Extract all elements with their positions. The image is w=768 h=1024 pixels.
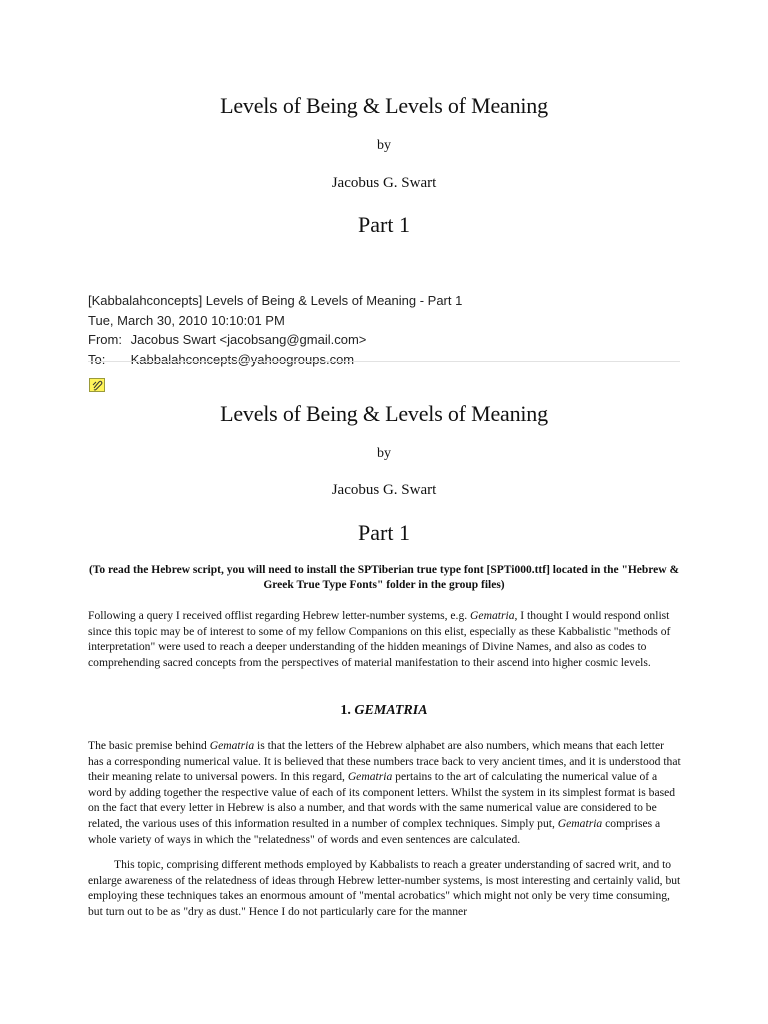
p2-text: This topic, comprising different methods employed by Kabbalists to reach a greater understanding of sacred writ, and to enlarge awareness of the relatedness of ideas through Hebrew letter-number systems, is most interesting and certainly valid, but employing these techniques takes an enormous amount of "mental acrobatics" which might not only be very time consuming, but turn out to be as "dry as dust." Hence I do not particularly care for the manner [88,858,681,918]
byline-top: by [377,138,391,153]
part-heading: Part 1 [358,520,410,545]
gematria-paragraph-1 [88,738,682,847]
p1-text-d: comprises a whole variety of ways in which the "relatedness" of words and even sentences are calculated. [88,816,661,846]
email-subject: [Kabbalahconcepts] Levels of Being & Levels of Meaning - Part 1 [88,293,463,308]
email-from-value[interactable]: Jacobus Swart <jacobsang@gmail.com> [130,332,367,347]
intro-text-b: , I thought I would respond onlist since this topic may be of interest to some of my fellow Companions on this elist, especially as these Kabbalistic "methods of interpretation" were used to reach a deeper understanding of the hidden meanings of Divine Names, and also as codes to comprehending sacred concepts from the perspectives of material manifestation to their ascend into higher cosmic levels. [88,609,671,669]
email-from-label: From: [88,332,122,347]
p1-emphasis-1: Gematria [209,739,255,752]
p1-emphasis-2: Gematria [347,770,393,784]
attachment-icon[interactable] [89,378,105,392]
p1-emphasis-3: Gematria [557,816,603,830]
gematria-paragraph-2 [88,857,682,919]
document-title: Levels of Being & Levels of Meaning [220,401,548,426]
email-from-row [88,330,462,350]
document-title-top: Levels of Being & Levels of Meaning [220,93,548,118]
section-number: 1. [340,703,355,718]
author: Jacobus G. Swart [331,482,437,498]
intro-text-a: Following a query I received offlist regarding Hebrew letter-number systems, e.g. [88,609,471,622]
header-divider [88,361,680,362]
font-notice: (To read the Hebrew script, you will need to install the SPTiberian true type font [SPTi000.ttf] located in the "Hebrew & Greek True Type Fonts" folder in the group files) [88,564,680,591]
p1-text-c: pertains to the art of calculating the numerical value of a word by adding together the respective value of each of its component letters. Whilst the system in its simplest format is based on the fact that every letter in Hebrew is also a number, and that words with the same numerical value are considered to be related, the various uses of this information resulted in a number of complex techniques. Simply put, [88,770,676,830]
email-header [88,291,462,369]
intro-emphasis: Gematria [470,609,515,622]
p1-text-b: is that the letters of the Hebrew alphabet are also numbers, which means that each letter has a corresponding numerical value. It is believed that these numbers trace back to very ancient times, and it is understood that their meaning relate to universal powers. In this regard, [88,739,681,784]
email-date: Tue, March 30, 2010 10:10:01 PM [88,312,285,328]
p1-text-a: The basic premise behind [88,739,210,752]
section-title: GEMATRIA [354,703,428,718]
author-top: Jacobus G. Swart [331,175,437,191]
section-heading [0,703,768,719]
email-to-row [88,350,462,370]
byline: by [377,446,391,461]
intro-paragraph [88,608,682,670]
email-to-value[interactable]: Kabbalahconcepts@yahoogroups.com [130,351,355,367]
part-heading-top: Part 1 [358,212,410,237]
email-to-label: To: [88,351,106,367]
